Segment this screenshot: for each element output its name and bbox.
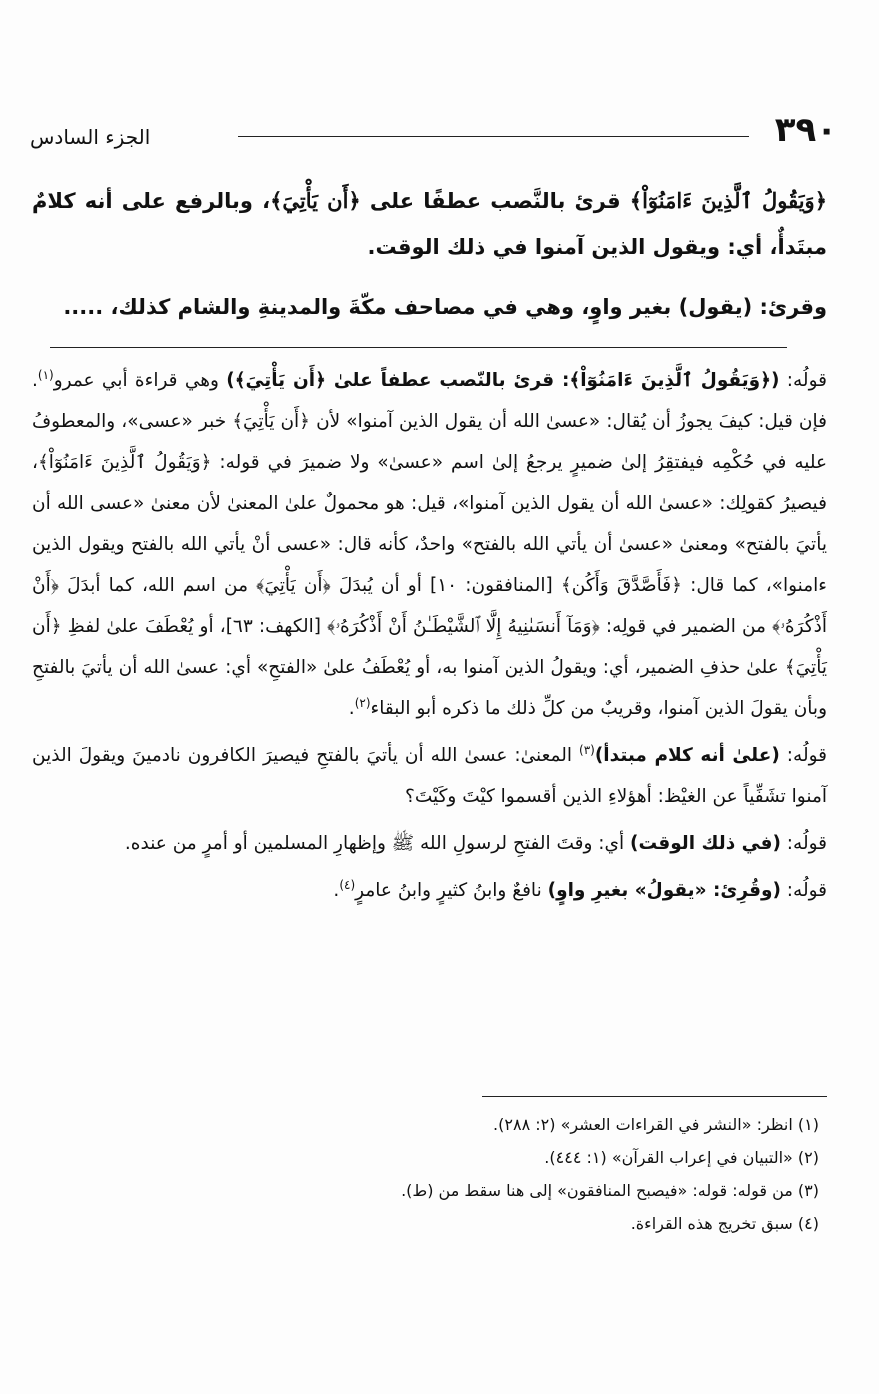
main-paragraph-2: وقرئ: (يقول) بغير واوٍ، وهي في مصاحف مكّةَ والمدينةِ والشام كذلك، ..... — [63, 295, 827, 319]
text-run: . فإن قيل: كيفَ يجوزُ أن يُقال: «عسىٰ الله أن يقول الذين آمنوا» لأن ﴿أَن يَأْتِيَ﴾ خبر «عسى»، والمعطوفُ عليه في حُكْمِه فيفتقِرُ إلىٰ ضميرٍ يرجعُ إلىٰ اسم «عسىٰ» ولا ضميرَ في قوله: ﴿وَيَقُولُ ٱلَّذِينَ ءَامَنُوٓاْ﴾، فيصيرُ كقولِك: «عسىٰ الله أن يقول الذين آمنوا»، قيل: هو محمولٌ علىٰ المعنىٰ لأن معنىٰ «عسى الله أن يأتيَ بالفتح» ومعنىٰ «عسىٰ أن يأتي الله بالفتح» واحدٌ، كأنه قال: «عسى أنْ يأتي الله بالفتح ويقول الذين ءامنوا»، كما قال: ﴿فَأَصَّدَّقَ وَأَكُن﴾ [المنافقون: ١٠] أو أن يُبدَلَ ﴿أَن يَأْتِيَ﴾ من اسم الله، كما أبدَلَ ﴿أَنْ أَذْكُرَهُۥ﴾ من الضمير في قولِه: ﴿وَمَآ أَنسَىٰنِيهُ إِلَّا ٱلشَّيْطَـٰنُ أَنْ أَذْكُرَهُۥ﴾ [الكهف: ٦٣]، أو يُعْطَفَ علىٰ لفظِ ﴿أَن يَأْتِيَ﴾ علىٰ حذفِ الضمير، أي: ويقولُ الذين آمنوا به، أو يُعْطَفُ علىٰ «الفتحِ» أي: عسىٰ الله أن يأتيَ بالفتحِ وبأن يقولَ الذين آمنوا، وقريبٌ من كلِّ ذلك ما ذكره أبو البقاء — [32, 370, 828, 719]
quoted-heading: (وقُرِئ: «يقولُ» بغيرِ واوٍ) — [547, 880, 781, 901]
quran-quote: ﴿أَن يَأْتِيَ﴾ — [270, 188, 361, 213]
page-number: ٣٩٠ — [774, 110, 837, 150]
main-paragraph-1 — [32, 178, 827, 270]
main-text — [32, 178, 827, 344]
commentary-paragraph-2 — [32, 735, 827, 817]
footnote: (٣) من قوله: قوله: «فيصبح المنافقون» إلى هنا سقط من (ط). — [401, 1181, 819, 1200]
footnote: (١) انظر: «النشر في القراءات العشر» (٢: ٢٨٨). — [493, 1115, 819, 1134]
section-divider — [50, 347, 787, 348]
lead: قولُه: — [780, 880, 827, 901]
text-run: وهي قراءة أبي عمرو — [53, 370, 227, 391]
text-run: أي: وقتَ الفتحِ لرسولِ الله ﷺ وإظهارِ المسلمين أو أمرٍ من عنده. — [124, 833, 631, 854]
commentary-paragraph-3 — [32, 823, 827, 864]
lead: قولُه: — [779, 745, 827, 766]
footnote-ref-3[interactable]: (٣) — [579, 742, 595, 757]
commentary-paragraph-1 — [32, 360, 827, 729]
footnote-divider — [482, 1096, 827, 1097]
footnote: (٢) «التبيان في إعراب القرآن» (١: ٤٤٤). — [544, 1148, 819, 1167]
page-header — [30, 110, 849, 160]
footnote-ref-1[interactable]: (١) — [37, 367, 54, 382]
footnotes — [60, 1108, 819, 1240]
footnote-ref-4[interactable]: (٤) — [339, 877, 356, 892]
part-title: الجزء السادس — [30, 125, 151, 149]
commentary — [32, 360, 827, 917]
quoted-heading: (في ذلك الوقت) — [630, 833, 781, 854]
text-run: . — [333, 880, 340, 901]
lead: قولُه: — [780, 833, 827, 854]
footnote-ref-2[interactable]: (٢) — [354, 695, 371, 710]
text-run: المعنىٰ: عسىٰ الله أن يأتيَ بالفتحِ فيصيرَ الكافرون نادمينَ ويقولَ الذين آمنوا تشَفِّياً عن الغيْظ: أهؤلاءِ الذين أقسموا كيْتَ وكَيْتَ؟ — [32, 745, 827, 807]
header-rule — [238, 136, 749, 137]
footnote: (٤) سبق تخريج هذه القراءة. — [630, 1214, 819, 1233]
text-run: نافعٌ وابنُ كثيرٍ وابنُ عامرٍ — [355, 880, 548, 901]
quoted-heading: (﴿وَيَقُولُ ٱلَّذِينَ ءَامَنُوٓاْ﴾: قرئ بالنّصب عطفاً علىٰ ﴿أَن يَأْتِيَ﴾) — [226, 370, 780, 391]
lead: قولُه: — [779, 370, 827, 391]
text-run: ، وبالرفع على أنه كلامٌ مبتَدأٌ، أي: ويقول الذين آمنوا في ذلك الوقت. — [32, 189, 827, 259]
commentary-paragraph-4 — [32, 870, 827, 911]
text-run: قرئ بالنَّصب عطفًا على — [360, 189, 630, 213]
quran-quote: ﴿وَيَقُولُ ٱلَّذِينَ ءَامَنُوٓاْ﴾ — [629, 188, 828, 213]
text-run: . — [348, 698, 355, 719]
quoted-heading: (علىٰ أنه كلام مبتدأ) — [594, 745, 780, 766]
